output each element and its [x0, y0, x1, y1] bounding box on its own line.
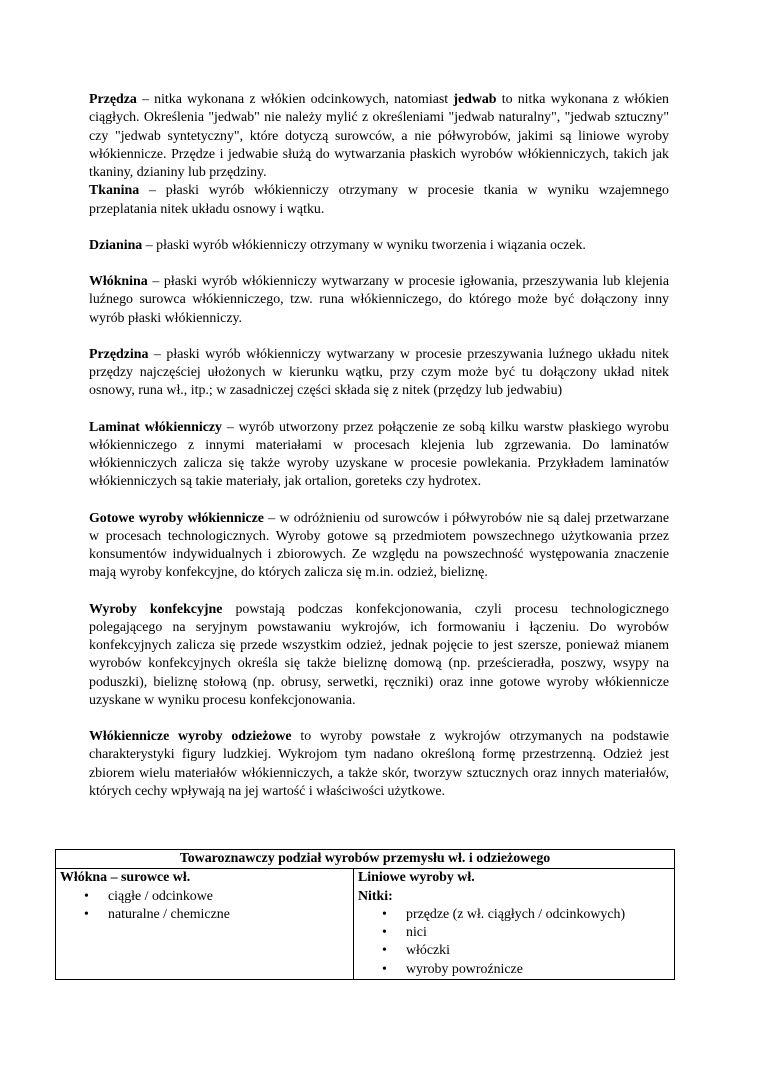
- paragraph-laminat: [89, 419, 669, 492]
- definition-text: to wyroby powstałe z wykrojów otrzymanych na podstawie charakterystyki figury ludzkiej. Wykrojom tym nadano określoną formę przestrzenną. Odzież jest zbiorem wielu materiałów włókienniczych, a także skór, tworzyw sztucznych oraz innych materiałów, których cechy wpływają na jej wartość i właściwości użytkowe.: [89, 729, 669, 799]
- table-header-row: [56, 850, 675, 869]
- term-tkanina: Tkanina: [89, 183, 140, 199]
- term-laminat: Laminat włókienniczy: [89, 419, 222, 435]
- threads-list: [358, 906, 670, 979]
- table-title: Towaroznawczy podział wyrobów przemysłu wł. i odzieżowego: [56, 850, 675, 869]
- document-body: [89, 91, 669, 801]
- table-row: [56, 869, 675, 980]
- definition-text: to nitka wykonana z włókien ciągłych. Określenia "jedwab" nie należy mylić z określeniami "jedwab naturalny", "jedwab sztuczny" czy "jedwab syntetyczny", które dotyczą surowców, a nie półwyrobów, jakimi są liniowe wyroby włókiennicze. Przędze i jedwabie służą do wytwarzania płaskich wyrobów włókienniczych, takich jak tkaniny, dzianiny lub przędziny.: [89, 92, 670, 180]
- paragraph-wyroby-odziezowe: [89, 728, 669, 801]
- list-item: • ciągłe / odcinkowe: [84, 888, 349, 906]
- definition-text: – płaski wyrób włókienniczy wytwarzany w procesie przeszywania luźnego układu nitek przędzy najczęściej ułożonych w kierunku wątku, przy czym może być tu dołączony układ nitek osnowy, runa wł., itp.; w zasadniczej części składa się z nitek (przędzy lub jedwabiu): [89, 346, 669, 399]
- term-gotowe-wyroby: Gotowe wyroby włókiennicze: [89, 510, 264, 526]
- paragraph-dzianina: [89, 237, 669, 255]
- paragraph-wyroby-konfekcyjne: [89, 601, 669, 711]
- list-item: • nici: [382, 924, 670, 942]
- list-item: • włóczki: [382, 942, 670, 960]
- term-jedwab: jedwab: [453, 92, 497, 107]
- paragraph-wloknina: [89, 273, 669, 328]
- term-przedza: Przędza: [89, 92, 137, 107]
- definition-text: – płaski wyrób włókienniczy wytwarzany w procesie igłowania, przeszywania lub klejenia luźnego surowca włókienniczego, tzw. runa włókienniczego, do którego może być dołączony inny wyrób płaski włókienniczy.: [89, 274, 669, 326]
- list-item: • wyroby powroźnicze: [382, 961, 670, 979]
- paragraph-tkanina: [89, 182, 669, 219]
- definition-text: – nitka wykonana z włókien odcinkowych, natomiast: [136, 92, 454, 107]
- definition-text: – wyrób utworzony przez połączenie ze sobą kilku warstw płaskiego wyrobu włókienniczego z innymi materiałami w procesach klejenia lub zgrzewania. Do laminatów włókienniczych zalicza się także wyroby uzyskane w procesie powlekania. Przykładem laminatów włókienniczych są takie materiały, jak ortalion, goreteks czy hydrotex.: [89, 419, 669, 490]
- list-item: • naturalne / chemiczne: [84, 906, 349, 924]
- definition-text: – w odróżnieniu od surowców i półwyrobów nie są dalej przetwarzane w procesach technologicznych. Wyroby gotowe są przedmiotem powszechnego użytkowania przez konsumentów indywidualnych i zbiorowych. Ze względu na powszechność występowania znaczenie mają wyroby konfekcyjne, do których zalicza się m.in. odzież, bieliznę.: [89, 510, 669, 581]
- definition-text: – płaski wyrób włókienniczy otrzymany w procesie tkania w wyniku wzajemnego przeplatania nitek układu osnowy i wątku.: [89, 183, 669, 217]
- linear-products-heading: Liniowe wyroby wł.: [358, 870, 475, 886]
- definition-text: – płaski wyrób włókienniczy otrzymany w wyniku tworzenia i wiązania oczek.: [142, 237, 586, 253]
- table-cell-fibers: [56, 869, 354, 980]
- paragraph-gotowe-wyroby: [89, 510, 669, 583]
- term-wyroby-odziezowe: Włókiennicze wyroby odzieżowe: [89, 729, 292, 744]
- term-przedzina: Przędzina: [89, 346, 149, 362]
- list-item: • przędze (z wł. ciągłych / odcinkowych): [382, 906, 670, 924]
- table-cell-linear-products: [354, 869, 675, 980]
- term-wyroby-konfekcyjne: Wyroby konfekcyjne: [89, 601, 223, 617]
- classification-table: [55, 849, 675, 980]
- paragraph-przedzina: [89, 346, 669, 401]
- term-wloknina: Włóknina: [89, 274, 148, 289]
- threads-subheading: Nitki:: [358, 888, 393, 904]
- fibers-heading: Włókna – surowce wł.: [60, 870, 191, 886]
- fibers-list: [60, 888, 349, 925]
- definition-text: powstają podczas konfekcjonowania, czyli procesu technologicznego polegającego na seryjnym powstawaniu wykrojów, ich formowaniu i łączeniu. Do wyrobów konfekcyjnych zalicza się przede wszystkim odzież, jednak pojęcie to jest szersze, ponieważ mianem wyrobów konfekcyjnych określa się także bieliznę domową (np. prześcieradła, poszwy, wsypy na poduszki), bieliznę stołową (np. obrusy, serwetki, ręczniki) oraz inne gotowe wyroby włókiennicze uzyskane w wyniku procesu konfekcjonowania.: [89, 601, 669, 708]
- term-dzianina: Dzianina: [89, 237, 143, 253]
- paragraph-przedza: [89, 91, 669, 182]
